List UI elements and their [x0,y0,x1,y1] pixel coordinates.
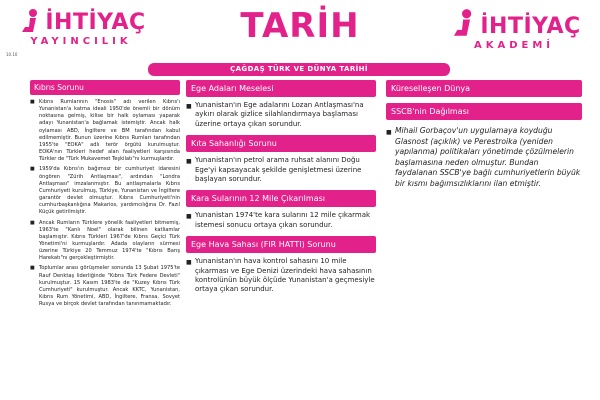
left-brand-year: 10.10 [6,52,18,57]
right-brand [434,8,594,51]
section-heading-territorial-waters: Kara Sularının 12 Mile Çıkarılması [186,190,376,207]
right-brand-sub: AKADEMİ [473,40,555,51]
column-aegean [186,80,376,301]
topic-banner: ÇAĞDAŞ TÜRK VE DÜNYA TARİHİ [148,63,450,76]
list-item: ■ Ancak Rumların Türklere yönelik faaliyetleri bitmemiş, 1963'te "Kanlı Noel" olarak bilinen katliamlar başlamıştır. Kıbrıs Türkleri 1967'de Kıbrıs Geçici Türk Yönetimi'ni kurmuşlardır. Adada olayların sürmesi üzerine Türkiye 20 Temmuz 1974'te "Kıbrıs Barış Harekatı"nı gerçekleştirmiştir. [30,220,180,263]
list-item: ■ Mihail Gorbaçov'un uygulamaya koyduğu Glasnost (açıklık) ve Perestroika (yeniden yapılanma) politikaları yönetimde çözülmelerin başlamasına neden olmuştur. Bundan faydalanan SSCB'ye bağlı cumhuriyetlerin büyük bir kısmı bağımsızlıklarını ilan etmiştir. [386,126,582,190]
section-heading-globalizing-world: Küreselleşen Dünya [386,80,582,97]
section-heading-cyprus: Kıbrıs Sorunu [30,80,180,95]
list-item: ■ Yunanistan 1974'te kara sularını 12 mile çıkarmak istemesi sonucu ortaya çıkan sorundur. [186,211,376,230]
list-item: ■ 1959'da Kıbrıs'ın bağımsız bir cumhuriyet idaresini öngören "Zürih Antlaşması", ardından "Londra Antlaşması" imzalanmıştır. Bu antlaşmalarla Kıbrıs Cumhuriyeti kurulmuş, Türkiye, Yunanistan ve İngiltere garantör devlet olmuştur. Kıbrıs Cumhuriyeti'nin cumhurbaşkanlığına Makarios, yardımcılığına Dr. Fazıl Küçük getirilmiştir. [30,166,180,216]
section-heading-ussr-dissolution: SSCB'nin Dağılması [386,103,582,120]
section-heading-aegean-islands: Ege Adaları Meselesi [186,80,376,97]
left-brand-sub: YAYINCILIK [30,36,132,47]
cyprus-list [30,99,180,308]
column-cyprus [30,80,180,311]
right-brand-name: İHTİYAÇ [480,14,581,39]
list-item: ■ Kıbrıs Rumlarının "Enosis" adı verilen Kıbrıs'ı Yunanistan'a katma ideali 1950'de önemli bir dönüm noktasına gelmiş, kilise bir halk oylaması yaparak adayı Yunanistan'a bağlamak istemiştir. Ancak halk oylaması ABD, İngiltere ve BM tarafından kabul edilmemiştir. Bunun üzerine Kıbrıs Rumları tarafından 1955'te "EOKA" adlı terör örgütü kurulmuştur. EOKA'nın Türkleri hedef alan faaliyetleri karşısında Türkler de "Türk Mukavemet Teşkilatı"nı kurmuşlardır. [30,99,180,163]
section-heading-fir-line: Ege Hava Sahası (FIR HATTI) Sorunu [186,236,376,253]
left-brand-name: İHTİYAÇ [45,10,146,35]
list-item: ■ Yunanistan'ın Ege adalarını Lozan Antlaşması'na aykırı olarak gizlice silahlandırmaya başlaması üzerine ortaya çıkan sorundur. [186,101,376,129]
list-item: ■ Yunanistan'ın hava kontrol sahasını 10 mile çıkarması ve Ege Denizi üzerindeki hava sahasının kontrolünün büyük ölçüde Yunanistan'a geçmesiyle ortaya çıkan sorundur. [186,257,376,295]
list-item: ■ Yunanistan'ın petrol arama ruhsat alanını Doğu Ege'yi kapsayacak şekilde genişletmesi üzerine başlayan sorundur. [186,156,376,184]
page-title: TARİH [240,6,360,46]
list-item: ■ Toplumlar arası görüşmeler sonunda 13 Şubat 1975'te Rauf Denktaş liderliğinde "Kıbrıs Türk Federe Devleti" kurulmuştur. 15 Kasım 1983'te de "Kuzey Kıbrıs Türk Cumhuriyeti" kurulmuştur. Ancak KKTC, Yunanistan, Kıbrıs Rum Yönetimi, ABD, İngiltere, Fransa, Sovyet Rusya ve birçok devlet tarafından tanınmamaktadır. [30,265,180,308]
column-global [386,80,582,190]
section-heading-continental-shelf: Kıta Sahanlığı Sorunu [186,135,376,152]
brand-figure-icon [447,8,477,38]
